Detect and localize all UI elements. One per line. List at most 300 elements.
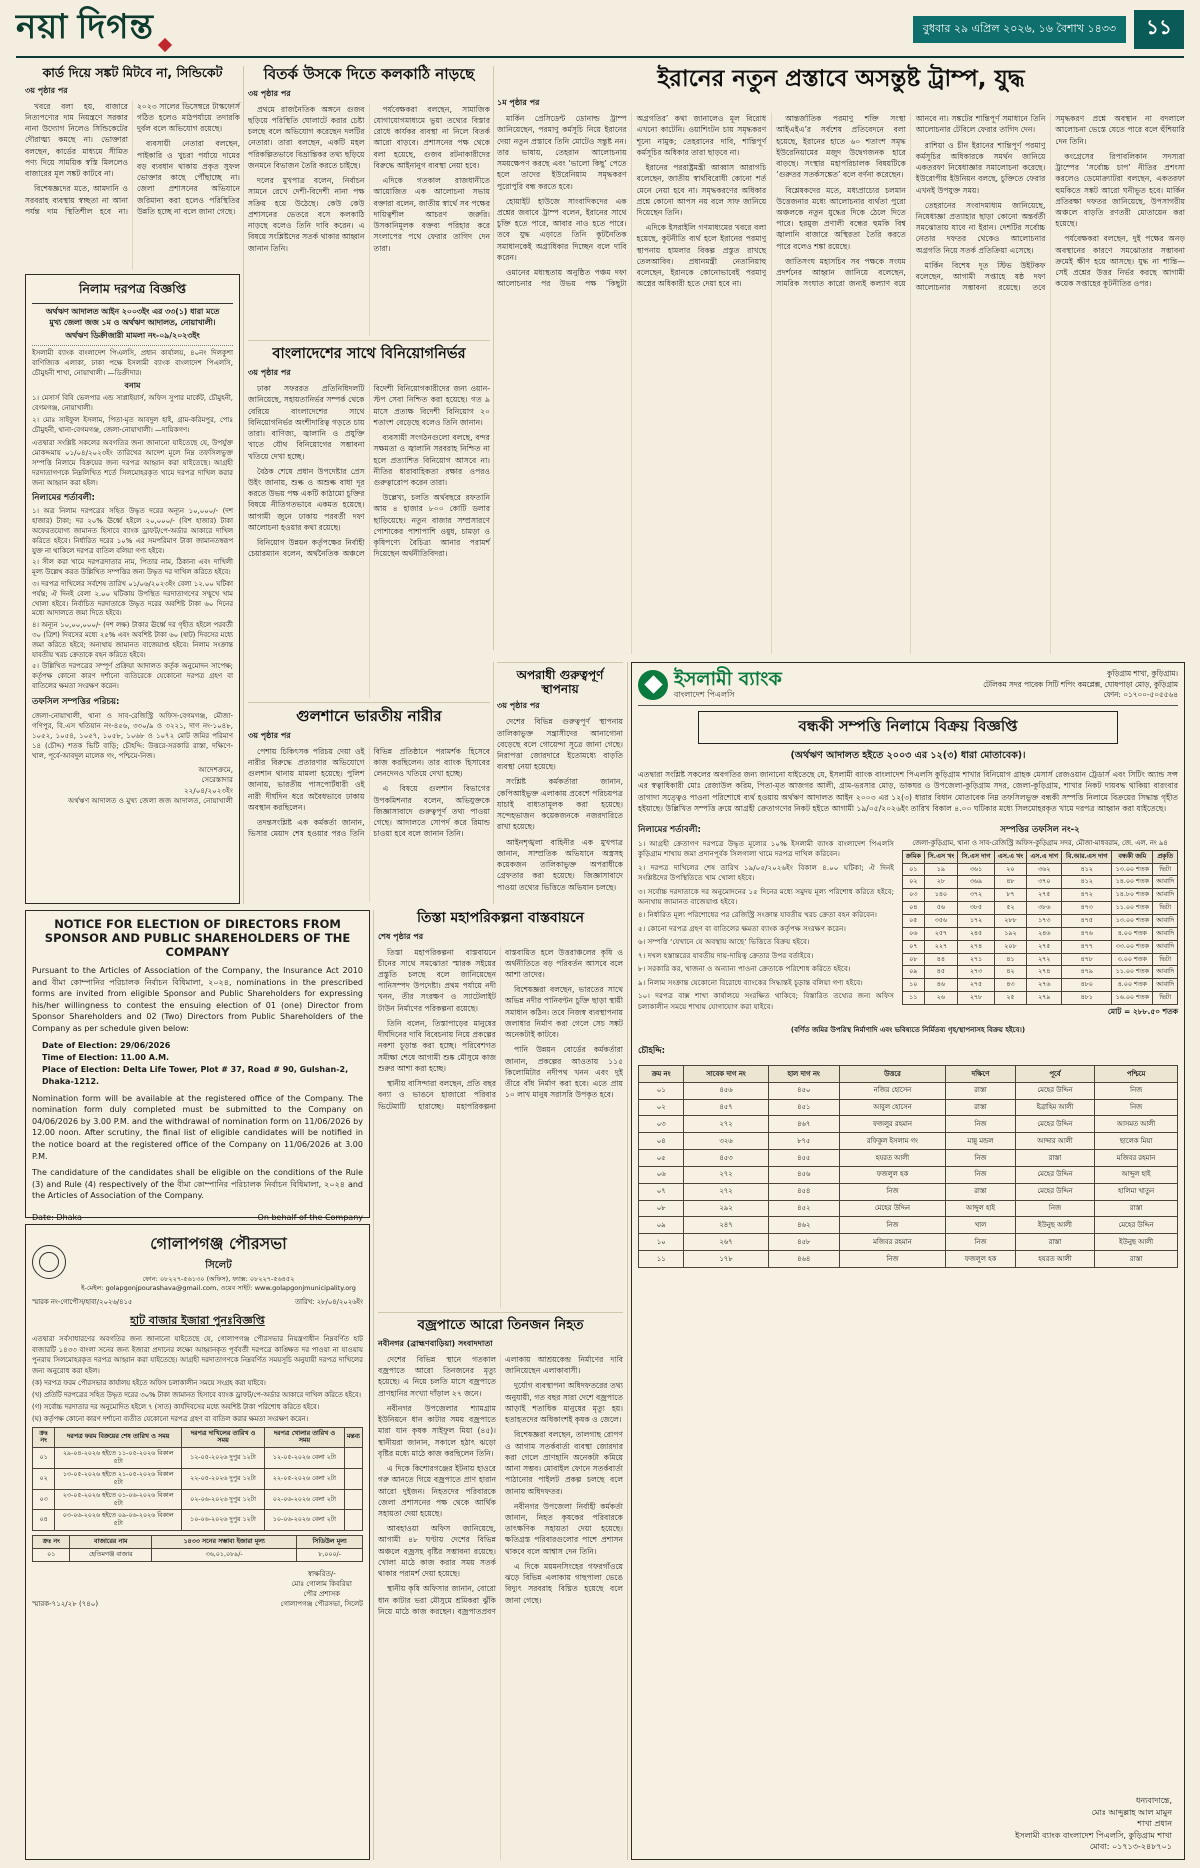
article-paragraph: এদিকে ইসরাইলি গণমাধ্যমের খবরে বলা হয়েছে, কূটনীতি ব্যর্থ হলে ইরানের পরমাণু স্থাপনায় হামলার বিকল্প প্রস্তুত রাখছে তেলআবিব। প্রধানমন্ত্রী নেতানিয়াহু বলেছেন, ইরানকে কোনোভাবেই পরমাণু অস্ত্রের অধিকারী হতে দেয়া হবে না। [636,223,767,289]
article-paragraph: জাতিসংঘ মহাসচিব সব পক্ষকে সংযম প্রদর্শনের আহ্বান জানিয়ে বলেছেন, সামরিক সংঘাত কারো জন্যই কল্যাণ বয়ে আনবে না। সঙ্কটের শান্তিপূর্ণ সমাধানে তিনি আলোচনার টেবিলে ফেরার তাগিদ দেন। [776,114,1046,289]
table-cell: ১৪০ [924,889,958,902]
table-cell: ৩৬১ [958,863,994,876]
memo-row [32,1296,363,1308]
table-row [639,1099,1178,1116]
table-cell: ৪৭৩ [1062,902,1112,915]
table-cell: মেহের উদ্দিন [1015,1082,1094,1099]
column-divider [373,910,374,1860]
table-cell: ৪৪ [924,953,958,966]
table-cell: ৪৮০ [1062,979,1112,992]
table-cell: ২৭৮ [958,992,994,1005]
table-cell: ০১ [639,1082,684,1099]
table-cell [344,1448,362,1469]
table-header-cell: পূর্বে [1015,1066,1094,1083]
article-headline: অপরাধী গুরুত্বপূর্ণ স্থাপনায় [516,668,604,697]
table-cell: ১৭২ [958,914,994,927]
notice-body: The candidature of the candidates shall be eligible on the conditions of the Rule (3) and Rule (4) respectively of the বীমা কোম্পানির পরিচালক নির্বাচন বিধিমালা, ২০২৪ and the Articles of Association of the Company. [32,1168,363,1201]
table-cell: ইউনুছ আলী [1015,1217,1094,1234]
article-paragraph: তদন্তসংশ্লিষ্ট এক কর্মকর্তা জানান, ভিসার মেয়াদ শেষ হওয়ার পরও তিনি বিভিন্ন প্রতিষ্ঠানে পরামর্শক হিসেবে কাজ করছিলেন। তার ব্যাংক হিসাবের লেনদেনও খতিয়ে দেখা হচ্ছে। [248,746,490,839]
table-header-cell: ক্রঃ নং [33,1427,55,1448]
article-paragraph: হোয়াইট হাউজে সাংবাদিকদের এক প্রশ্নের জবাবে ট্রাম্প বলেন, ইরানের সাথে চুক্তি হতে পারে, আবার নাও হতে পারে। তবে যুদ্ধ এড়াতে তিনি কূটনৈতিক সমাধানকেই অগ্রাধিকার দিচ্ছেন বলে দাবি করেন। [497,196,627,262]
table-cell: আবাদি [1153,940,1178,953]
table-cell [344,1510,362,1531]
table-cell: ২০ [994,863,1027,876]
defendant-list [32,394,233,435]
table-cell: ৪৫৩ [684,1150,768,1167]
table-cell: হালিমা খাতুন [1095,1183,1178,1200]
table-cell: ৪৬৭ [768,1116,839,1133]
table-cell: আবাদি [1153,927,1178,940]
table-cell: ০১ [33,1448,55,1469]
signature-line: অর্থঋণ আদালত ও মুখ্য জেলা জজ আদালত, নোয়াখালী [68,795,233,805]
signature-block [32,765,233,805]
table-cell: আবাদি [1153,889,1178,902]
article-paragraph: সংশ্লিষ্ট কর্মকর্তারা জানান, কেপিআইভুক্ত এলাকায় প্রবেশে পরিচয়পত্র যাচাই বাধ্যতামূলক করা হয়েছে। সন্দেহভাজন কয়েকজনকে নজরদারিতে রাখা হয়েছে। [497,777,623,832]
table-cell: ০২-০৬-২০২৬ দুপুর ১২টা [182,1489,265,1510]
term-item: ২। দরপত্র দাখিলের শেষ তারিখ ১৯/০৫/২০২৬ইং বিকাল ৪.০০ ঘটিকা; ঐ দিনই সংশ্লিষ্টদের উপস্থিতিতে খাম খোলা হইবে। [638,862,894,883]
table-cell: ৩৫৬ [924,914,958,927]
branch-address [983,669,1178,701]
table-cell: ০৪ [639,1133,684,1150]
ad-title: বন্ধকী সম্পত্তি নিলামে বিক্রয় বিজ্ঞপ্তি [698,711,1118,744]
table-cell: ৪৮ [994,876,1027,889]
municipality-email: ই-মেইল: golapgonjpourashava@gmail.com, ওয়েব সাইট: www.golapgonjmunicipality.org [81,1284,356,1293]
table-cell: নিজ [1015,1200,1094,1217]
notice-intro: এতদ্বারা সংশ্লিষ্ট সকলের অবগতির জন্য জানানো যাইতেছে যে, উপর্যুক্ত মোকদ্দমায় ০১/০৪/২০২৩ইং তারিখের আদেশ মূলে নিম্ন তফসিলভুক্ত সম্পত্তি নিলামে বিক্রয়ের জন্য দরপত্র আহ্বান করা যাইতেছে। আগ্রহী দরদাতাগণকে নিম্নলিখিত শর্তে সিলমোহরকৃত খামে দরপত্র দাখিল করার জন্য আহ্বান করা হইল। [32,438,233,488]
table-cell: ৪.০০ শতক [1112,927,1153,940]
plaintiff-text: ইসলামী ব্যাংক বাংলাদেশ পিএলসি, প্রধান কার্যালয়, ৪০নং দিলকুশা বাণিজ্যিক এলাকা, ঢাকা পক্ষে ইসলামী ব্যাংক বাংলাদেশ পিএলসি, চৌমুহনী শাখা, নোয়াখালী। —ডিক্রীদার। [32,349,233,378]
table-cell: মেহের উদ্দিন [839,1200,945,1217]
table-cell: ১৭৮ [684,1251,768,1268]
table-cell: ০৩-০৬-২০২৬ হইতে ০৯-০৬-২০২৬ বিকাল ৫টা [55,1510,182,1531]
table-cell: ইব্রাহিম আলী [1015,1099,1094,1116]
table-cell: ৪৫৬ [768,1166,839,1183]
municipality-title-block [74,1231,363,1293]
table-cell: ৪৫৮ [768,1234,839,1251]
article-headline: বাংলাদেশের সাথে বিনিয়োগনির্ভর [272,346,466,362]
article-paragraph: আন্তর্জাতিক পরমাণু শক্তি সংস্থা আইএইএ’র সর্বশেষ প্রতিবেদনে বলা হয়েছে, ইরানের হাতে ৬০ শতাংশ সমৃদ্ধ ইউরেনিয়ামের মজুদ উদ্বেগজনক হারে বাড়ছে। সংস্থার মহাপরিচালক বিষয়টিকে ‘গুরুতর সতর্কসঙ্কেত’ বলে বর্ণনা করেছেন। [776,114,906,180]
table-cell: ০৯ [903,966,925,979]
memo-date: তারিখ: ২৮/০৪/২০২৬ইং [294,1298,363,1307]
table-cell: আবাদি [1153,914,1178,927]
table-cell: ২৫৭ [924,927,958,940]
table-cell: হযরত আলী [1015,1251,1094,1268]
notice-footer [32,1569,363,1610]
versus-label: বনাম [124,381,141,391]
table-cell: হযরত আলী [839,1150,945,1167]
table-row [903,876,1178,889]
table-cell: ৪৫ [924,966,958,979]
article-paragraph: এ দিকে ময়মনসিংহের গফরগাঁওয়ে ঝড়ে বিভিন্ন এলাকায় গাছপালা ভেঙে বিদ্যুৎ সরবরাহ বিঘ্নিত হয়েছে বলে জানা গেছে। [505,1561,623,1605]
article-controversy [248,66,490,336]
table-header-cell: এস.এ দাগ [1027,850,1062,863]
table-cell: ভিটা [1153,992,1178,1005]
table-cell: নিজ [946,1116,1016,1133]
table-header-cell: উত্তরে [839,1066,945,1083]
table-cell: ৪৬ [924,979,958,992]
table-cell: ৪৫৬ [684,1082,768,1099]
market-table [32,1535,363,1562]
table-cell: ২৭২ [1027,953,1062,966]
table-cell: ১২-০৫-২০২৬ দুপুর ১২টা [182,1448,265,1469]
table-row [639,1234,1178,1251]
table-cell: নিজ [1095,1082,1178,1099]
table-cell: ৪৫১ [768,1099,839,1116]
masthead [16,6,1184,52]
article-dateline: শেষ পৃষ্ঠার পর [378,931,424,941]
article-dateline: নবীনগর (ব্রাহ্মণবাড়িয়া) সংবাদদাতা [378,1338,493,1348]
table-cell: ৪১ [994,953,1027,966]
article-paragraph: আবহাওয়া অফিস জানিয়েছে, আগামী ৪৮ ঘণ্টায় দেশের বিভিন্ন অঞ্চলে বজ্রসহ বৃষ্টির সম্ভাবনা রয়েছে। খোলা মাঠে কাজ করার সময় সতর্ক থাকার পরামর্শ দেয়া হয়েছে। [378,1524,496,1579]
table-cell: ১৩.০০ শতক [1112,863,1153,876]
article-paragraph: এ বিষয়ে গুলশান বিভাগের উপকমিশনার বলেন, অভিযুক্তকে জিজ্ঞাসাবাদে গুরুত্বপূর্ণ তথ্য পাওয়া গেছে। আদালতে সোপর্দ করে রিমান্ড চাওয়া হবে বলে জানান তিনি। [373,784,490,839]
article-body [497,113,1185,654]
auction-terms [638,820,894,1019]
terms-list [638,839,894,1012]
table-header-cell: দরপত্র ফরম বিক্রয়ের শেষ তারিখ ও সময় [55,1427,182,1448]
article-paragraph: বিশেষজ্ঞরা বলছেন, তালগাছ রোপণ ও আগাম সতর্কবার্তা ব্যবস্থা জোরদার করা গেলে প্রাণহানি অনেকটা কমিয়ে আনা সম্ভব। মোবাইল ফোনে সতর্কবার্তা পাঠানোর পাইলট প্রকল্প চলছে বলে জানায় অধিদফতর। [505,1430,623,1496]
court-line: অর্থঋণ আদালত আইন ২০০৩ইং এর ৩৩(১) ধারা মতে [45,307,220,316]
table-cell: ০৯ [639,1217,684,1234]
condition-item: (ঘ) কর্তৃপক্ষ কোনো কারণ দর্শানো ব্যতীত যেকোনো দরপত্র গ্রহণ বা বাতিল করার ক্ষমতা সংরক্ষণ করেন। [32,1414,308,1423]
table-cell: ফজলুল হক [946,1251,1016,1268]
table-cell: ৪.০০ শতক [1112,979,1153,992]
signature-line: পৌর প্রশাসক [303,1590,341,1599]
table-cell: মান্নু মন্ডল [946,1133,1016,1150]
article-paragraph: ব্যবসায়ী নেতারা বলছেন, পাইকারি ও খুচরা পর্যায়ে দামের বড় ব্যবধান থাকায় প্রকৃত সুফল ভোক্তার কাছে পৌঁছাচ্ছে না। জেলা প্রশাসনের অভিযানে জরিমানা করা হলেও পরিস্থিতির উন্নতি হচ্ছে না বলে জানা গেছে। [137,139,240,216]
table-cell: ৪৬৪ [768,1251,839,1268]
table-cell: ৪৭৬ [1062,927,1112,940]
article-paragraph: খবরে বলা হয়, বাজারে নিত্যপণ্যের দাম নিয়ন্ত্রণে সরকার নানা উদ্যোগ নিলেও সিন্ডিকেটের দৌরাত্ম্য কমছে না। ভোক্তারা বলছেন, কার্ডের মাধ্যমে সীমিত পণ্য দিয়ে সাময়িক স্বস্তি মিললেও বাজারের মূল সঙ্কট কাটবে না। [25,101,128,179]
table-header-cell: দক্ষিণে [946,1066,1016,1083]
table-cell: ৪৩ [994,979,1027,992]
condition-item: (খ) প্রতিটি দরপত্রের সহিত উদ্ধৃত দরের ৩০% টাকা জামানত হিসাবে ব্যাংক ড্রাফট/পে-অর্ডার আকারে দাখিল করিতে হইবে। [32,1391,361,1400]
signature-line: ধন্যবাদান্তে, [1135,1796,1172,1806]
table-cell: খাল [946,1217,1016,1234]
table-cell: ০৮ [639,1200,684,1217]
table-cell: ৪৭৯ [1062,966,1112,979]
article-paragraph: আইনশৃঙ্খলা বাহিনীর এক মুখপাত্র জানান, সাম্প্রতিক অভিযানে অস্ত্রসহ কয়েকজন তালিকাভুক্ত অপরাধীকে গ্রেফতার করা হয়েছে। জিজ্ঞাসাবাদে পাওয়া তথ্যের ভিত্তিতে অভিযান চলছে। [497,837,623,892]
article-paragraph: বৈঠক শেষে প্রধান উপদেষ্টার প্রেস উইং জানায়, শুল্ক ও অশুল্ক বাধা দূর করতে উভয় পক্ষ একটি কাঠামো চুক্তির বিষয়ে নীতিগতভাবে একমত হয়েছে। আগামী জুনে ঢাকায় পরবর্তী দফা আলোচনা হওয়ার কথা রয়েছে। [248,466,365,532]
schedule-total: মোট = ২৮৮.৫০ শতক [1107,1007,1178,1016]
table-cell: ১২-০৫-২০২৬ বেলা ২টা [265,1448,345,1469]
table-cell: মজিবর রহমান [1095,1150,1178,1167]
table-cell: ভিটা [1153,902,1178,915]
article-body [378,1354,623,1860]
branch-address-line: কুড়িগ্রাম শাখা, কুড়িগ্রাম। [1107,669,1178,678]
table-cell: ৩৬২ [1027,863,1062,876]
term-item: ৬। সম্পত্তি ‘যেখানে যে অবস্থায় আছে’ ভিত্তিতে বিক্রয় হইবে। [638,937,810,947]
tender-schedule-table [32,1427,363,1532]
article-paragraph: স্থানীয় বাসিন্দারা বলছেন, প্রতি বছর বন্যা ও ভাঙনে হাজারো পরিবার ভিটেমাটি হারাচ্ছে। মহাপরিকল্পনা বাস্তবায়িত হলে উত্তরাঞ্চলের কৃষি ও অর্থনীতিতে বড় পরিবর্তন আসবে বলে আশা তাদের। [378,947,623,1111]
footer-line: On behalf of the Company [257,1212,363,1222]
article-paragraph: প্রথমে রাজনৈতিক অঙ্গনে গুজব ছড়িয়ে পরিস্থিতি ঘোলাটে করার চেষ্টা চলছে বলে অভিযোগ করেছেন দলটির নেতারা। তারা বলছেন, একটি মহল পরিকল্পিতভাবে বিভ্রান্তিকর তথ্য ছড়িয়ে জনমনে বিভাজন তৈরি করতে চাইছে। [248,104,365,170]
table-cell: ৪১২ [1062,863,1112,876]
table-row [903,927,1178,940]
table-cell: ২৮৮ [994,914,1027,927]
terms-title: নিলামের শর্তাবলী: [638,824,701,835]
table-cell: ১৩-০৫-২০২৬ হইতে ২১-০৫-২০২৬ বিকাল ৫টা [55,1469,182,1490]
article-paragraph: বিশেষজ্ঞদের মতে, আমদানি ও সরবরাহ ব্যবস্থায় স্বচ্ছতা না আনা পর্যন্ত দাম স্থিতিশীল হবে না। ২০২৩ সালের ডিসেম্বরে টাস্কফোর্স গঠিত হলেও মাঠপর্যায়ে তদারকি দুর্বল বলে অভিযোগ রয়েছে। [25,101,240,216]
table-cell: ১৪.৮০ শতক [1112,889,1153,902]
municipality-name: গোলাপগঞ্জ পৌরসভা [150,1234,287,1253]
article-dateline: ১ম পৃষ্ঠার পর [497,98,540,108]
schedule-text: জেলা-নোয়াখালী, থানা ও সাব-রেজিস্ট্রি অফিস-বেগমগঞ্জ, মৌজা-গণিপুর, বি.এস খতিয়ান নং-৪৫৬, ৩৩০/৯ ও ৩২২১, দাগ নং-১০৪৮, ১০৫২, ১০৫৪, ১০৫৭, ১০৫৮, ১০৬৮ ও ১০৭২ মোট জমির পরিমাণ ১৪ (চৌদ্দ) শতক ভিটি বাড়ি; চৌহদ্দি: উত্তরে-সরকারি রাস্তা, দক্ষিণে-খাল, পূর্বে-আবদুল মালেক গং, পশ্চিমে-নিজ। [32,711,233,761]
article-body [248,104,490,336]
table-header-cell: সি.এস খং [924,850,958,863]
table-cell: ১৯২ [994,927,1027,940]
term-item: ৪। নির্ধারিত মূল্য পরিশোধের পর রেজিস্ট্রি সংক্রান্ত যাবতীয় খরচ ক্রেতা বহন করিবেন। [638,910,877,920]
table-row [33,1489,363,1510]
article-paragraph: এ দিকে কিশোরগঞ্জের ইটনায় হাওরে গরু আনতে গিয়ে বজ্রপাতে প্রাণ হারান আরো দুইজন। নিহতদের পরিবারকে জেলা প্রশাসনের পক্ষ থেকে আর্থিক সহায়তা দেয়া হয়েছে। [378,1464,496,1518]
term-item: ৯। নিলাম সংক্রান্ত যেকোনো বিরোধে ব্যাংকের সিদ্ধান্তই চূড়ান্ত বলিয়া গণ্য হইবে। [638,977,863,987]
table-header-cell: ক্রঃ নং [33,1536,70,1549]
bank-brand [638,670,782,700]
table-header-cell: বাজারের নাম [70,1536,152,1549]
table-cell: ০২ [903,876,925,889]
table-cell: ২৭১ [958,953,994,966]
footer-line: Date: Dhaka [32,1212,82,1222]
column-divider [493,66,494,650]
ad-subtitle: (অর্থঋণ আদালত হইতে ২০০৩ এর ১২(৩) ধারা মোতাবেক)। [790,749,1026,761]
table-cell: আব্দার আলী [1015,1133,1094,1150]
signature-line: আদেশক্রমে, [198,765,233,775]
election-notice [25,910,370,1222]
table-cell: ৩৬৯ [958,876,994,889]
table-cell: ১১.০০ শতক [1112,966,1153,979]
ad-middle-region [638,820,1178,1019]
memo-number-2: স্মারক-৭১২/২৮ (৭৪০) [32,1600,99,1609]
article-body [248,746,490,902]
notice-body: Nomination form will be available at the registered office of the Company. The nomination form duly completed must be submitted to the Company on 04/06/2026 by 3.00 P.M. and the withdrawal of nomination form on 11/06/2026 by 12.00 noon. After scrutiny, the final list of eligible candidates will be notified in the notice board at the registered office of the Company on 11/06/2026 at 3.00 P.M. [32,1093,363,1161]
table-cell: ৫২ [994,902,1027,915]
article-paragraph: এদিকে গতকাল রাজধানীতে আয়োজিত এক আলোচনা সভায় বক্তারা বলেন, জাতীয় স্বার্থে সব পক্ষের দায়িত্বশীল আচরণ জরুরি। উসকানিমূলক বক্তব্য পরিহার করে সংলাপের পথে ফেরার তাগিদ দেন তারা। [373,176,490,253]
table-cell: ২২৭ [924,940,958,953]
table-row [639,1166,1178,1183]
table-cell: ৪৭৫ [1062,914,1112,927]
table-cell: ৮৭৫ [768,1133,839,1150]
golapganj-municipality-notice [25,1224,370,1860]
bank-name [674,670,782,699]
table-cell: ২৭৫ [958,979,994,992]
islami-bank-logo-diamond-icon [644,676,662,694]
table-cell: রাস্তা [1015,1234,1094,1251]
article-headline: তিস্তা মহাপরিকল্পনা বাস্তবায়নে [417,910,584,926]
table-cell: আসমত আলী [1095,1116,1178,1133]
table-cell: ১০-০৬-২০২৬ দুপুর ১২টা [182,1510,265,1531]
defendant-item: ২। মোঃ সাইফুল ইসলাম, পিতা-মৃত আবদুল হাই, গ্রাম-করিমপুর, পোঃ চৌমুহনী, থানা-বেগমগঞ্জ, জেলা-নোয়াখালী। —দায়িকগণ। [32,416,233,434]
terms-title: নিলামের শর্তাবলী: [32,493,95,504]
article-paragraph: তেহরানের সংবাদমাধ্যম জানিয়েছে, নিষেধাজ্ঞা প্রত্যাহার ছাড়া কোনো অন্তর্বর্তী সমঝোতায় যাবে না ইরান। দেশটির সর্বোচ্চ নেতার দফতর থেকেও আলোচনার অগ্রগতি নিয়ে সতর্ক প্রতিক্রিয়া এসেছে। [915,200,1046,255]
article-headline: বজ্রপাতে আরো তিনজন নিহত [417,1317,584,1333]
table-cell: আব্দুল হাই [946,1200,1016,1217]
term-item: ১০। দরপত্র বাক্স শাখা কার্যালয়ে সংরক্ষিত থাকিবে; বিস্তারিত তথ্যের জন্য অফিস চলাকালীন সময়ে শাখায় যোগাযোগ করা যাইবে। [638,991,894,1011]
table-cell: রাস্তা [946,1099,1016,1116]
signature-block [281,1569,363,1610]
table-row [903,992,1178,1005]
table-row [903,979,1178,992]
article-paragraph: দলের মুখপাত্র বলেন, নির্বাচন সামনে রেখে দেশী-বিদেশী নানা পক্ষ সক্রিয় হয়ে উঠেছে। কেউ কেউ প্রশাসনের ভেতরে বসে কলকাঠি নাড়ছে বলেও তিনি দাবি করেন। এ বিষয়ে সংশ্লিষ্টদের সতর্ক থাকার আহ্বান জানান তিনি। [248,176,365,253]
table-cell: ২৭৬ [1027,979,1062,992]
table-cell: ৩৬,০১,০৮৯/- [152,1549,297,1562]
article-paragraph: নবীনগর উপজেলার শ্যামগ্রাম ইউনিয়নে ধান কাটার সময় বজ্রপাতে মারা যান কৃষক সাইফুল মিয়া (৪৫)। স্থানীয়রা জানান, সকালে হঠাৎ ঝড়ো বৃষ্টির মধ্যে মাঠে কাজ করছিলেন তিনি। [378,1403,496,1458]
article-dateline: ৩য় পৃষ্ঠার পর [248,730,291,740]
column-divider [493,662,494,904]
article-lightning-deaths [378,1312,623,1860]
boundaries-table [638,1065,1178,1268]
tender-schedule-table [32,1427,363,1532]
notice-subject: হাট বাজার ইজারা পুনঃবিজ্ঞপ্তি [130,1314,265,1328]
table-cell: ৪৫৫ [768,1150,839,1167]
table-cell: ৪৫০ [768,1082,839,1099]
article-paragraph: ঢাকা সফররত প্রতিনিধিদলটি জানিয়েছে, সহায়তানির্ভর সম্পর্ক থেকে বেরিয়ে বাংলাদেশের সাথে বিনিয়োগনির্ভর অংশীদারিত্ব গড়তে চায় তারা। বাণিজ্য, জ্বালানি ও প্রযুক্তি খাতে যৌথ বিনিয়োগের সম্ভাবনা খতিয়ে দেখা হচ্ছে। [248,384,365,461]
municipality-header [32,1231,363,1293]
notice-body: Pursuant to the Articles of Association of the Company, the Insurance Act 2010 and বীমা কোম্পানির পরিচালক নির্বাচন বিধিমালা, ২০২৪, nominations in the prescribed forms are invited from eligible Sponsor and Public Shareholders for expressing his/her willingness to contest the ensuing election of 01 (one) Director from Sponsor Shareholders and 02 (Two) Directors from Public Shareholders of the Company as per schedule given below: [32,966,363,1033]
table-row [639,1217,1178,1234]
table-header-row [33,1427,363,1448]
table-cell: ১১ [639,1251,684,1268]
schedule-subtitle: জেলা-কুড়িগ্রাম, থানা ও সাব-রেজিস্ট্রি অফিস-কুড়িগ্রাম সদর, মৌজা-মাধবরাম, জে. এল. নং ৯৪ [912,838,1168,847]
table-cell: আবাদি [1153,979,1178,992]
term-item: ৩। সর্বোচ্চ দরদাতাকে দর অনুমোদনের ১৫ দিনের মধ্যে সমুদয় মূল্য পরিশোধ করিতে হইবে; অন্যথায় জামানত বাজেয়াপ্ত হইবে। [638,886,894,907]
article-card-syndicate [25,66,240,270]
table-cell: নিজ [839,1251,945,1268]
table-cell: ৪৫২ [768,1200,839,1217]
masthead-right [913,10,1184,49]
date-line: বুধবার ২৯ এপ্রিল ২০২৬, ১৬ বৈশাখ ১৪৩৩ [913,16,1126,43]
table-cell: ৪৫৭ [684,1099,768,1116]
table-cell: নিজ [946,1150,1016,1167]
table-row [33,1549,363,1562]
table-cell: ২৪৫ [958,927,994,940]
article-headline: কার্ড দিয়ে সঙ্কট মিটবে না, সিন্ডিকেট [42,65,223,80]
table-cell: ৪২ [994,966,1027,979]
article-body [25,101,240,270]
table-row [903,940,1178,953]
table-cell: ভিটা [1153,953,1178,966]
table-cell: ০৩ [639,1116,684,1133]
table-cell: ২৯২ [684,1200,768,1217]
branch-address-line: টেলিকম সদর পাবেক সিটি শপিং কমপ্লেক্স, ঘোষপাড়া মোড়, কুড়িগ্রাম [983,679,1178,689]
article-paragraph: মার্কিন বিশেষ দূত স্টিভ উইটকফ বলেছেন, আগামী সপ্তাহে ষষ্ঠ দফা আলোচনার সম্ভাবনা রয়েছে। তবে সমৃদ্ধকরণ প্রশ্নে অবস্থান না বদলালে আলোচনা ভেস্তে যেতে পারে বলে হুঁশিয়ারি দেন তিনি। [915,114,1185,293]
table-cell: ০১ [903,863,925,876]
table-cell: মেহের উদ্দিন [1015,1166,1094,1183]
table-cell: ০৫ [903,914,925,927]
table-cell: ০১ [33,1549,70,1562]
table-cell: মেহের উদ্দিন [1015,1116,1094,1133]
signature-line: সেরেস্তাদার [201,775,233,785]
table-cell: ২০৮ [994,940,1027,953]
table-header-row [903,850,1178,863]
article-paragraph: দেশের বিভিন্ন স্থানে গতকাল বজ্রপাতে আরো তিনজনের মৃত্যু হয়েছে। এ নিয়ে চলতি মাসে বজ্রপাতে প্রাণহানির সংখ্যা দাঁড়াল ২৭ জনে। [378,1354,496,1398]
table-cell: ৩৮৬ [1027,902,1062,915]
table-cell: ২৮ [924,876,958,889]
table-row [903,914,1178,927]
table-cell: ৪৭৭ [1062,940,1112,953]
table-row [33,1448,363,1469]
municipality-phone: ফোন: ০৮২২৭-৫৬১৩০ (অফিস), ফ্যাক্স: ০৮২২৭-৫৬৪৫২ [142,1275,295,1283]
table-row [903,863,1178,876]
table-cell: ১৩.০০ শতক [1112,914,1153,927]
condition-item: (ক) দরপত্র ফরম পৌরসভার কার্যালয় হইতে অফিস চলাকালীন সময়ে সংগ্রহ করা যাইবে। [32,1379,266,1388]
table-header-cell: পশ্চিমে [1095,1066,1178,1083]
table-cell: ১১ [903,992,925,1005]
table-header-cell: ক্রম নং [639,1066,684,1083]
table-cell: ২৭৫ [1027,940,1062,953]
article-headline: ইরানের নতুন প্রস্তাবে অসন্তুষ্ট ট্রাম্প, যুদ্ধ [657,66,1025,92]
nilam-tender-notice [25,274,240,904]
condition-item: (গ) সর্বোচ্চ দরদাতার দর অনুমোদিত হইলে ৭ (সাত) কার্যদিবসের মধ্যে অবশিষ্ট টাকা পরিশোধ করিতে হইবে। [32,1402,320,1411]
table-cell: ৩৮৫ [958,902,994,915]
ad-header [638,669,1178,706]
table-cell: ৩.০০ শতক [1112,953,1153,966]
table-cell: মেহের উদ্দিন [1015,1183,1094,1200]
notice-body: এতদ্বারা সর্বসাধারণের অবগতির জন্য জানানো যাইতেছে যে, গোলাপগঞ্জ পৌরসভার নিয়ন্ত্রণাধীন নিম্নবর্ণিত হাট বাজারটি ১৪৩৩ বাংলা সনের জন্য ইজারা প্রদানের লক্ষ্যে আহ্বানকৃত পূর্ববর্তী দরপত্রে কাঙ্ক্ষিত দর পাওয়া না যাওয়ায় পুনরায় সিলমোহরকৃত দরপত্র আহ্বান করা যাইতেছে। আগ্রহী দরদাতাগণকে নিম্নবর্ণিত সময়সূচি অনুযায়ী দরপত্র দাখিলের জন্য অনুরোধ করা হইল। [32,1335,363,1375]
term-item: ২। সীল করা খামে দরপত্রদাতার নাম, পিতার নাম, ঠিকানা এবং দাখিলী মূল্য উল্লেখ করত উল্লিখিত সম্পত্তির জন্য উদ্ধৃত দর দাখিল করিতে হইবে। [32,558,233,577]
schedule-title: সম্পত্তির তফসিল নং-২ [1000,824,1080,835]
term-item: ১। আগ্রহী ক্রেতাগণ দরপত্রে উদ্ধৃত মূল্যের ১০% ইসলামী ব্যাংক বাংলাদেশ পিএলসি কুড়িগ্রাম শাখায় জমা প্রদানপূর্বক সিলগালা খামে দরপত্র দাখিল করিবেন। [638,838,894,859]
table-cell: ২৭২ [684,1166,768,1183]
masthead-logo-accent-icon [158,37,172,51]
table-header-cell: বি.আর.এস দাগ [1062,850,1112,863]
table-cell: ৩৭২ [958,889,994,902]
table-cell: মেহের উদ্দিন [1095,1217,1178,1234]
signature-line: ইসলামী ব্যাংক বাংলাদেশ পিএলসি, কুড়িগ্রাম শাখা [1015,1830,1172,1840]
table-cell: নিজ [946,1166,1016,1183]
table-cell: রফিকুল ইসলাম গং [839,1133,945,1150]
bank-name-sub: বাংলাদেশ পিএলসি [674,690,735,700]
term-item: ৫। উল্লিখিত দরপত্রের সম্পূর্ণ প্রক্রিয়া আদালত কর্তৃক অনুমোদন সাপেক্ষ; কর্তৃপক্ষ কোনো কারণ দর্শানো ব্যতিরেকে যেকোনো দরপত্র গ্রহণ বা বাতিলের ক্ষমতা সংরক্ষণ করেন। [32,662,233,690]
article-paragraph: রাশিয়া ও চীন ইরানের শান্তিপূর্ণ পরমাণু কর্মসূচির অধিকারকে সমর্থন জানিয়ে একতরফা নিষেধাজ্ঞার সমালোচনা করেছে। ইউরোপীয় ইউনিয়ন বলছে, চুক্তিতে ফেরার এখনই উপযুক্ত সময়। [915,140,1046,195]
article-paragraph: পর্যবেক্ষকরা বলছেন, সামাজিক যোগাযোগমাধ্যমে ভুয়া তথ্যের বিস্তার রোধে কার্যকর ব্যবস্থা না নিলে বিতর্ক আরো বাড়বে। প্রশাসনের পক্ষ থেকে বলা হয়েছে, গুজব রটনাকারীদের বিরুদ্ধে আইনানুগ ব্যবস্থা নেয়া হবে। [373,104,490,170]
table-cell: ১০ [639,1234,684,1251]
table-cell: ৩৩.০০ শতক [1112,940,1153,953]
table-row [33,1469,363,1490]
table-cell: ৩৭০ [1027,876,1062,889]
table-cell: আবাদি [1153,966,1178,979]
table-cell: ৪৫৪ [768,1183,839,1200]
islami-bank-auction-ad [631,662,1185,1860]
term-item: ৮। সরকারি কর, খাজনা ও অন্যান্য পাওনা ক্রেতাকে পরিশোধ করিতে হইবে। [638,964,851,974]
table-row [903,889,1178,902]
table-cell: রাস্তা [1095,1200,1178,1217]
table-header-cell: মন্তব্য [344,1427,362,1448]
islami-bank-logo-icon [638,670,668,700]
table-header-row [639,1066,1178,1083]
table-cell: ২৭৩ [958,966,994,979]
table-cell: ২৯-০৪-২০২৬ হইতে ১১-০৫-২০২৬ বিকাল ৫টা [55,1448,182,1469]
table-cell: ২২-০৫-২০২৬ দুপুর ১২টা [182,1469,265,1490]
schedule-line: Date of Election: 29/06/2026 [42,1040,171,1050]
table-row [639,1251,1178,1268]
conditions-list [32,1379,363,1424]
table-cell: ফজলুর রহমান [839,1116,945,1133]
table-cell: ০৩ [903,889,925,902]
table-cell: ভিটা [1153,863,1178,876]
table-header-cell: ১৪৩৩ সনের সম্ভাব্য ইজারা মূল্য [152,1536,297,1549]
table-cell: রাস্তা [946,1183,1016,1200]
article-dateline: ৩য় পৃষ্ঠার পর [25,85,68,95]
schedule-line: Time of Election: 11.00 A.M. [42,1052,170,1062]
article-body [248,383,490,698]
table-header-cell: প্রকৃতি [1153,850,1178,863]
table-cell: ০৪ [33,1510,55,1531]
table-cell: রাস্তা [1095,1251,1178,1268]
masthead-rule [16,56,1184,58]
signature-block [638,1795,1178,1853]
table-cell: ২৭৯ [1027,992,1062,1005]
table-cell: ০৬ [903,927,925,940]
